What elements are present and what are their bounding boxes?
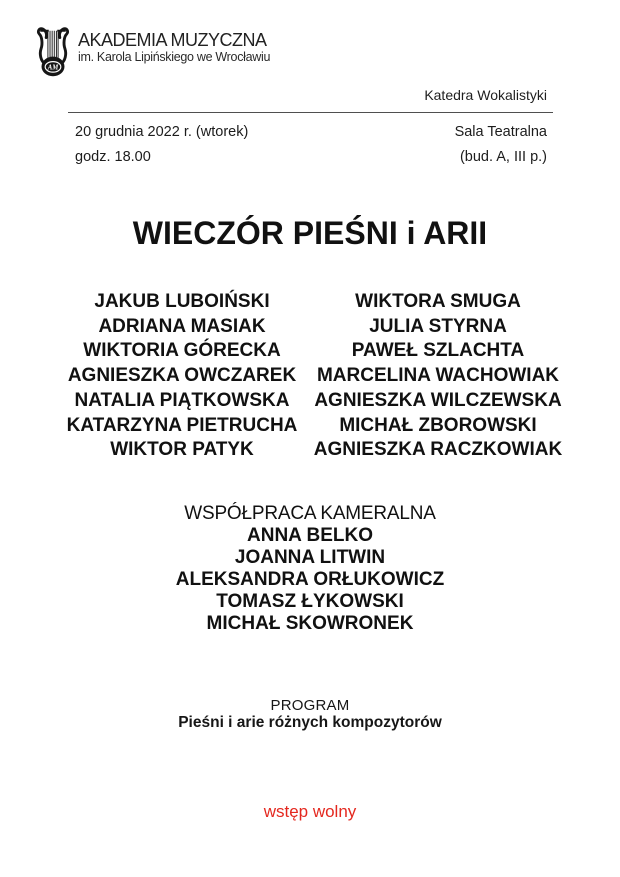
performer-name: WIKTOR PATYK: [110, 439, 254, 461]
collaboration-section: [0, 503, 620, 635]
performer-name: KATARZYNA PIETRUCHA: [66, 414, 298, 436]
collaboration-heading: WSPÓŁPRACA KAMERALNA: [184, 503, 436, 524]
performer-name: JAKUB LUBOIŃSKI: [94, 291, 270, 312]
event-venue: Sala Teatralna: [454, 124, 547, 140]
performer-name: JULIA STYRNA: [369, 315, 507, 337]
performers-column-right: [310, 290, 566, 463]
event-date: 20 grudnia 2022 r. (wtorek): [75, 124, 249, 140]
page-title: WIECZÓR PIEŚNI i ARII: [132, 215, 488, 251]
performers-column-left: [54, 290, 310, 463]
event-venue-block: [455, 120, 547, 170]
performer-name: MICHAŁ ZBOROWSKI: [339, 414, 537, 436]
performer-name: WIKTORIA GÓRECKA: [83, 340, 281, 362]
org-name: AKADEMIA MUZYCZNA: [78, 30, 267, 50]
performer-name: WIKTORA SMUGA: [355, 291, 521, 312]
performer-name: PAWEŁ SZLACHTA: [351, 340, 525, 362]
performer-name: AGNIESZKA RACZKOWIAK: [313, 439, 563, 461]
lyre-logo-icon: [36, 26, 70, 78]
org-block: [78, 30, 270, 65]
collaborator-name: ANNA BELKO: [247, 525, 373, 546]
event-time: godz. 18.00: [75, 149, 151, 165]
department-label: Katedra Wokalistyki: [424, 87, 547, 103]
performer-name: ADRIANA MASIAK: [98, 315, 266, 337]
program-description: Pieśni i arie różnych kompozytorów: [178, 714, 442, 731]
performer-name: AGNIESZKA WILCZEWSKA: [314, 389, 562, 411]
collaborator-name: JOANNA LITWIN: [234, 547, 386, 568]
program-section: [0, 697, 620, 732]
svg-text:AM: AM: [47, 64, 59, 72]
event-date-block: [75, 120, 248, 170]
collaboration-names: [0, 525, 620, 635]
program-heading: PROGRAM: [270, 697, 350, 714]
admission-note: wstęp wolny: [263, 802, 357, 821]
performers-columns: [54, 290, 566, 463]
org-subtitle: im. Karola Lipińskiego we Wrocławiu: [78, 50, 271, 64]
collaborator-name: MICHAŁ SKOWRONEK: [206, 613, 414, 634]
performer-name: AGNIESZKA OWCZAREK: [67, 365, 297, 387]
performer-name: MARCELINA WACHOWIAK: [316, 365, 560, 387]
collaborator-name: ALEKSANDRA ORŁUKOWICZ: [175, 569, 445, 590]
performer-name: NATALIA PIĄTKOWSKA: [74, 389, 290, 411]
event-venue-detail: (bud. A, III p.): [459, 149, 547, 165]
collaborator-name: TOMASZ ŁYKOWSKI: [216, 591, 404, 612]
header-divider: [68, 112, 553, 113]
